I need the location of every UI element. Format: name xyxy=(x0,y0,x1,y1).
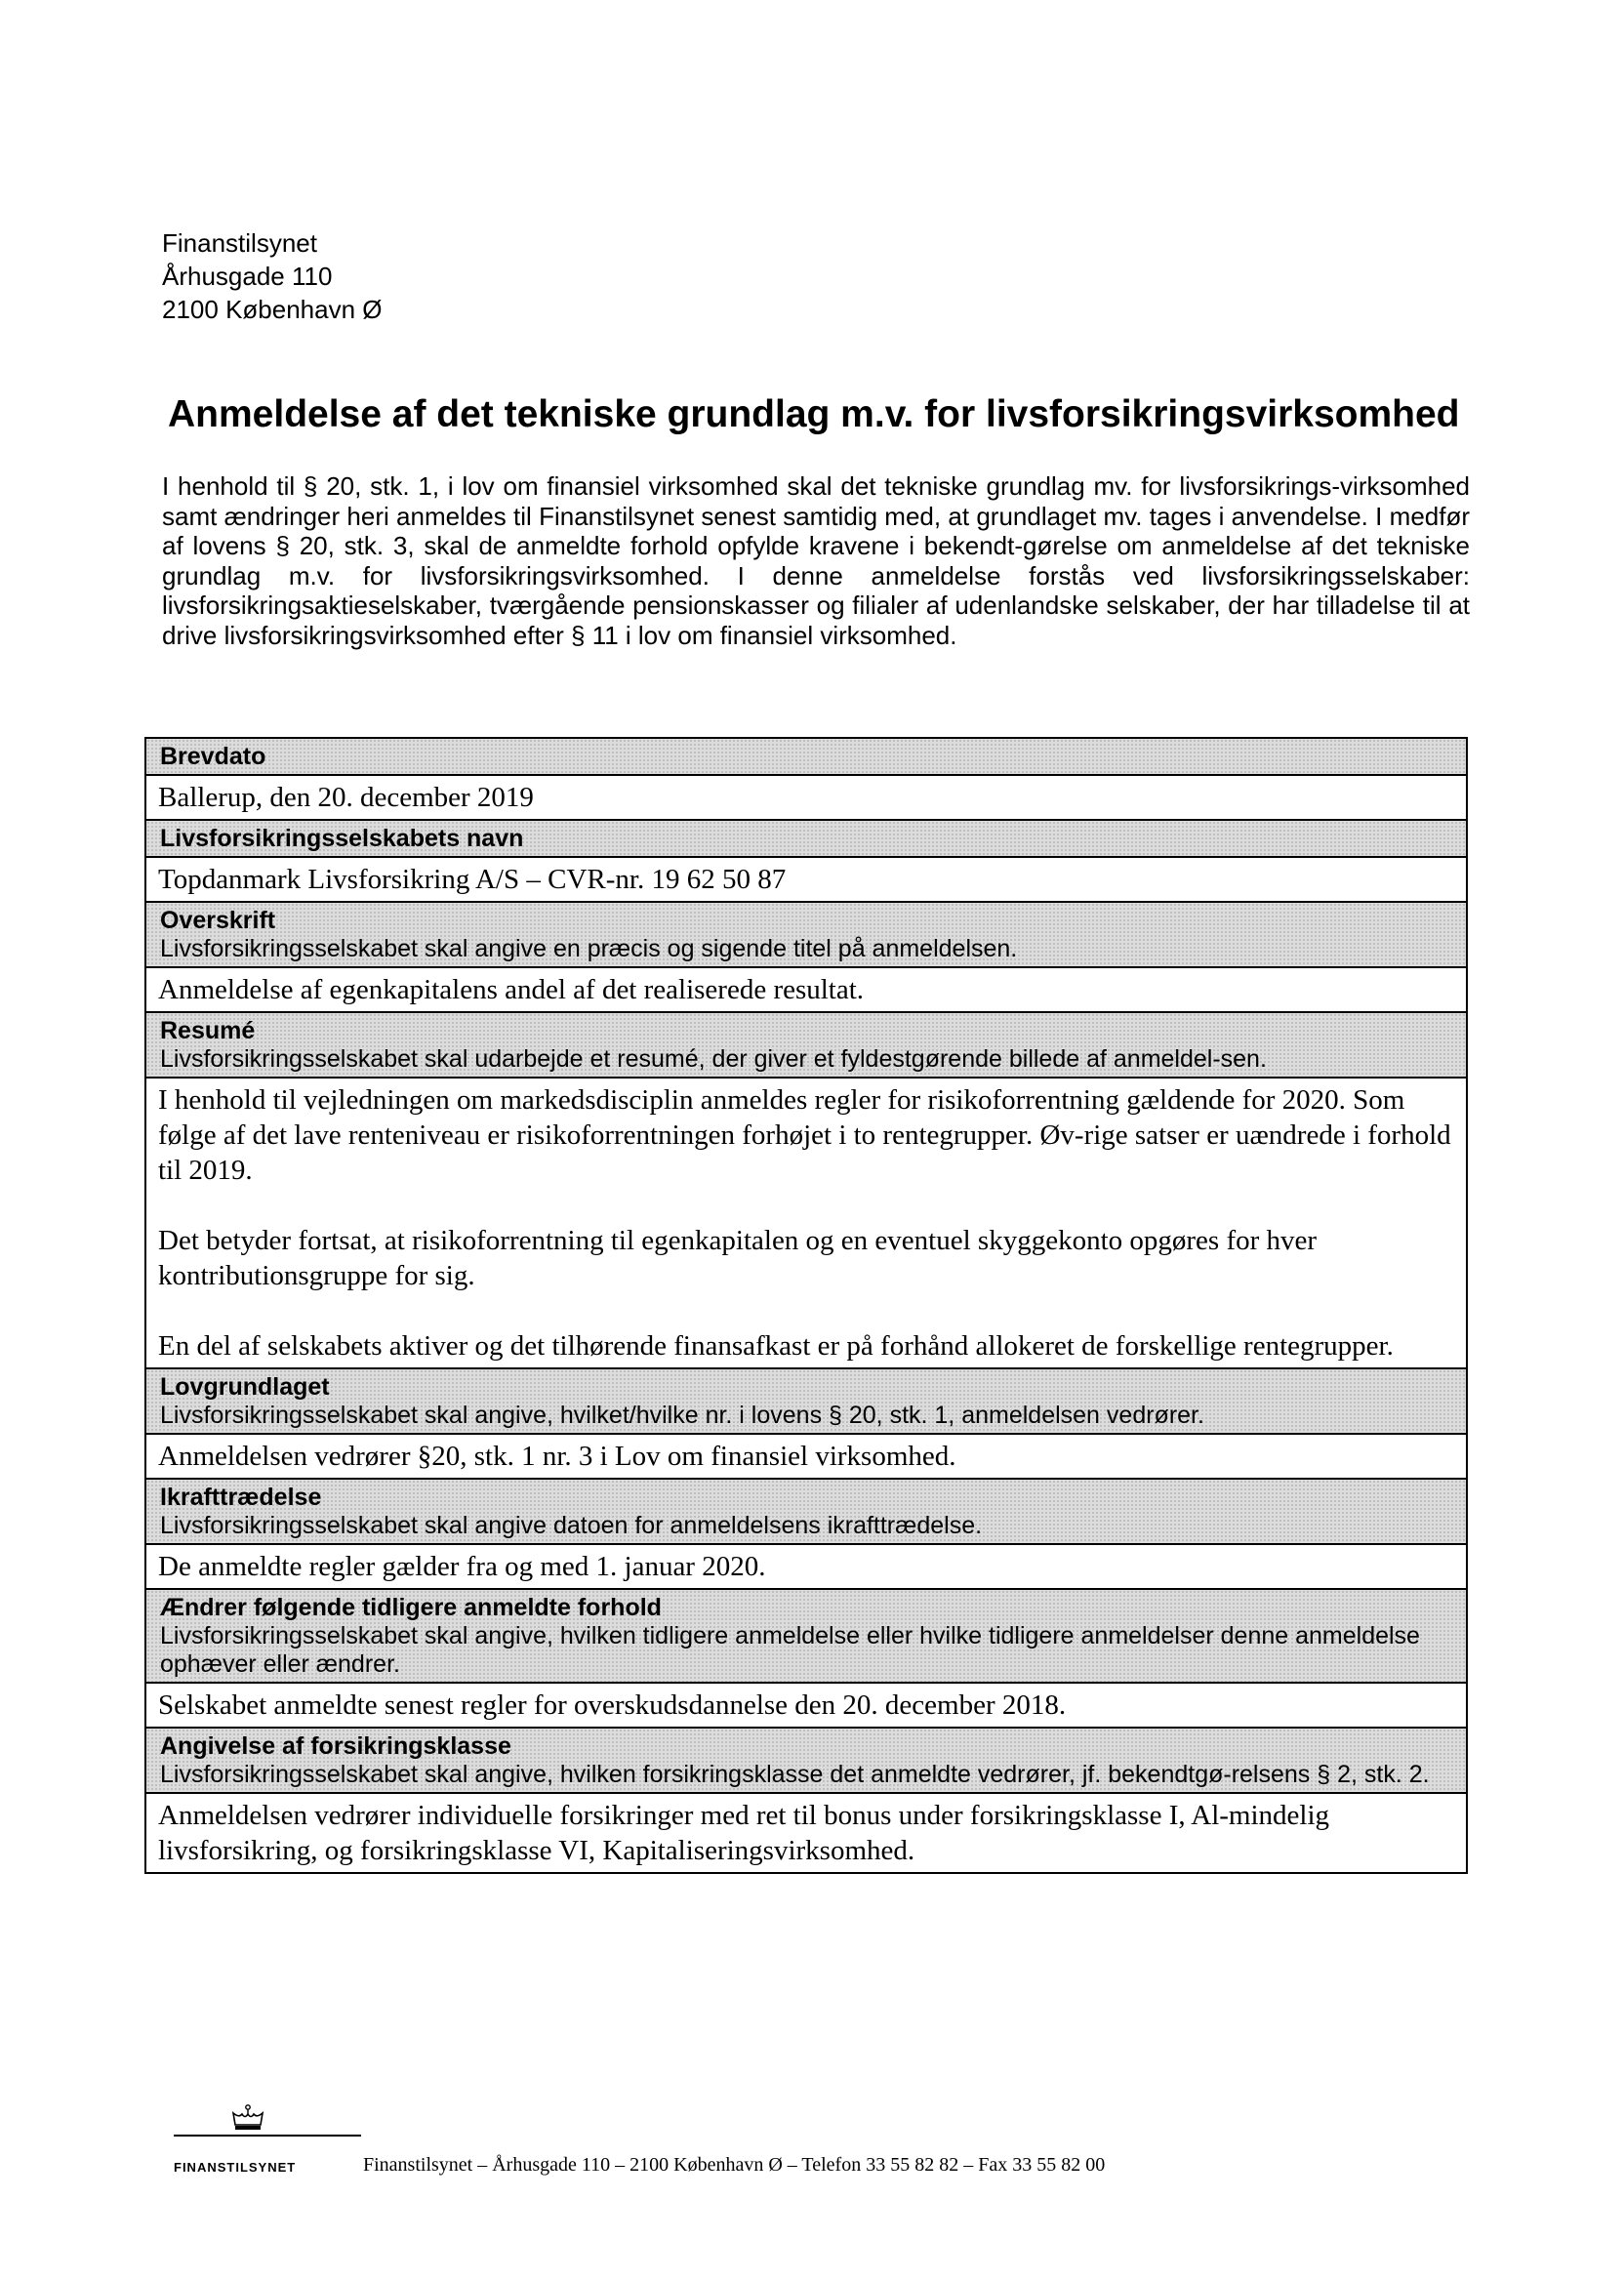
recipient-address xyxy=(162,226,383,326)
section-header xyxy=(146,1729,1466,1794)
document-title: Anmeldelse af det tekniske grundlag m.v. for livsforsikringsvirksomhed xyxy=(168,393,1460,435)
section-brevdato xyxy=(146,739,1466,821)
section-instruction: Livsforsikringsselskabet skal udarbejde et resumé, der giver et fyldestgørende billede af anmeldel-sen. xyxy=(160,1045,1267,1073)
section-label: Angivelse af forsikringsklasse xyxy=(160,1732,511,1760)
section-header xyxy=(146,739,1466,776)
section-value: Selskabet anmeldte senest regler for overskudsdannelse den 20. december 2018. xyxy=(158,1690,1067,1721)
section-instruction: Livsforsikringsselskabet skal angive, hvilken forsikringsklasse det anmeldte vedrører, jf. bekendtgø-relsens § 2, stk. 2. xyxy=(160,1761,1430,1788)
section-instruction: Livsforsikringsselskabet skal angive en præcis og sigende titel på anmeldelsen. xyxy=(160,935,1018,962)
section-value: Topdanmark Livsforsikring A/S – CVR-nr. 19 62 50 87 xyxy=(158,864,787,895)
section-label: Ændrer følgende tidligere anmeldte forhold xyxy=(160,1594,662,1621)
section-lovgrundlag xyxy=(146,1369,1466,1480)
section-value: Ballerup, den 20. december 2019 xyxy=(158,782,534,813)
section-value xyxy=(146,1079,1466,1367)
recipient-name: Finanstilsynet xyxy=(162,228,317,258)
section-value: Anmeldelsen vedrører §20, stk. 1 nr. 3 i Lov om finansiel virksomhed. xyxy=(158,1441,956,1472)
footer-rule xyxy=(174,2135,361,2137)
section-header xyxy=(146,821,1466,858)
intro-paragraph: I henhold til § 20, stk. 1, i lov om finansiel virksomhed skal det tekniske grundlag mv. for livsforsikrings-virksomhed samt ændringer heri anmeldes til Finanstilsynet senest samtidig med, at grundlaget mv. tages i anvendelse. I medfør af lovens § 20, stk. 3, skal de anmeldte forhold opfylde kravene i bekendt-gørelse om anmeldelse af det tekniske grundlag m.v. for livsforsikringsvirksomhed. I denne anmeldelse forstås ved livsforsikringsselskaber: livsforsikringsaktieselskaber, tværgående pensionskasser og filialer af udenlandske selskaber, der har tilladelse til at drive livsforsikringsvirksomhed efter § 11 i lov om finansiel virksomhed. xyxy=(162,471,1470,650)
resume-paragraph-2: Det betyder fortsat, at risikoforrentning til egenkapitalen og en eventuel skyggekonto opgøres for hver kontributionsgruppe for sig. xyxy=(158,1225,1318,1291)
section-instruction: Livsforsikringsselskabet skal angive, hvilket/hvilke nr. i lovens § 20, stk. 1, anmeldelsen vedrører. xyxy=(160,1402,1204,1429)
section-label: Ikrafttrædelse xyxy=(160,1484,322,1511)
section-forsikringsklasse xyxy=(146,1729,1466,1872)
section-label: Brevdato xyxy=(160,743,266,770)
footer-brand: FINANSTILSYNET xyxy=(174,2160,297,2175)
section-header xyxy=(146,1369,1466,1435)
section-label: Livsforsikringsselskabets navn xyxy=(160,825,524,852)
resume-paragraph-3: En del af selskabets aktiver og det tilhørende finansafkast er på forhånd allokeret de forskellige rentegrupper. xyxy=(158,1330,1394,1362)
crown-icon xyxy=(230,2103,265,2133)
notification-form xyxy=(144,737,1468,1874)
section-value: De anmeldte regler gælder fra og med 1. januar 2020. xyxy=(158,1551,766,1582)
section-header xyxy=(146,1013,1466,1079)
recipient-city: 2100 København Ø xyxy=(162,295,383,324)
section-label: Lovgrundlaget xyxy=(160,1373,330,1401)
section-resume xyxy=(146,1013,1466,1369)
section-overskrift xyxy=(146,903,1466,1013)
section-value: Anmeldelsen vedrører individuelle forsikringer med ret til bonus under forsikringsklasse I, Al-mindelig livsforsikring, og forsikringsklasse VI, Kapitaliseringsvirksomhed. xyxy=(158,1800,1330,1866)
page-footer xyxy=(174,2103,1472,2181)
section-header xyxy=(146,1480,1466,1545)
section-header xyxy=(146,1590,1466,1684)
recipient-street: Århusgade 110 xyxy=(162,262,333,291)
section-aendrer xyxy=(146,1590,1466,1729)
section-instruction: Livsforsikringsselskabet skal angive datoen for anmeldelsens ikrafttrædelse. xyxy=(160,1512,983,1539)
section-ikrafttraedelse xyxy=(146,1480,1466,1590)
section-value: Anmeldelse af egenkapitalens andel af det realiserede resultat. xyxy=(158,974,865,1005)
footer-address: Finanstilsynet – Århusgade 110 – 2100 København Ø – Telefon 33 55 82 82 – Fax 33 55 82 00 xyxy=(363,2154,1106,2176)
section-header xyxy=(146,903,1466,968)
section-instruction: Livsforsikringsselskabet skal angive, hvilken tidligere anmeldelse eller hvilke tidligere anmeldelser denne anmeldelse ophæver eller ændrer. xyxy=(160,1622,1420,1678)
section-label: Overskrift xyxy=(160,907,276,934)
section-company-name xyxy=(146,821,1466,903)
section-label: Resumé xyxy=(160,1017,256,1044)
resume-paragraph-1: I henhold til vejledningen om markedsdisciplin anmeldes regler for risikoforrentning gældende for 2020. Som følge af det lave renteniveau er risikoforrentningen forhøjet i to rentegrupper. Øv-rige satser er uændrede i forhold til 2019. xyxy=(158,1084,1451,1186)
